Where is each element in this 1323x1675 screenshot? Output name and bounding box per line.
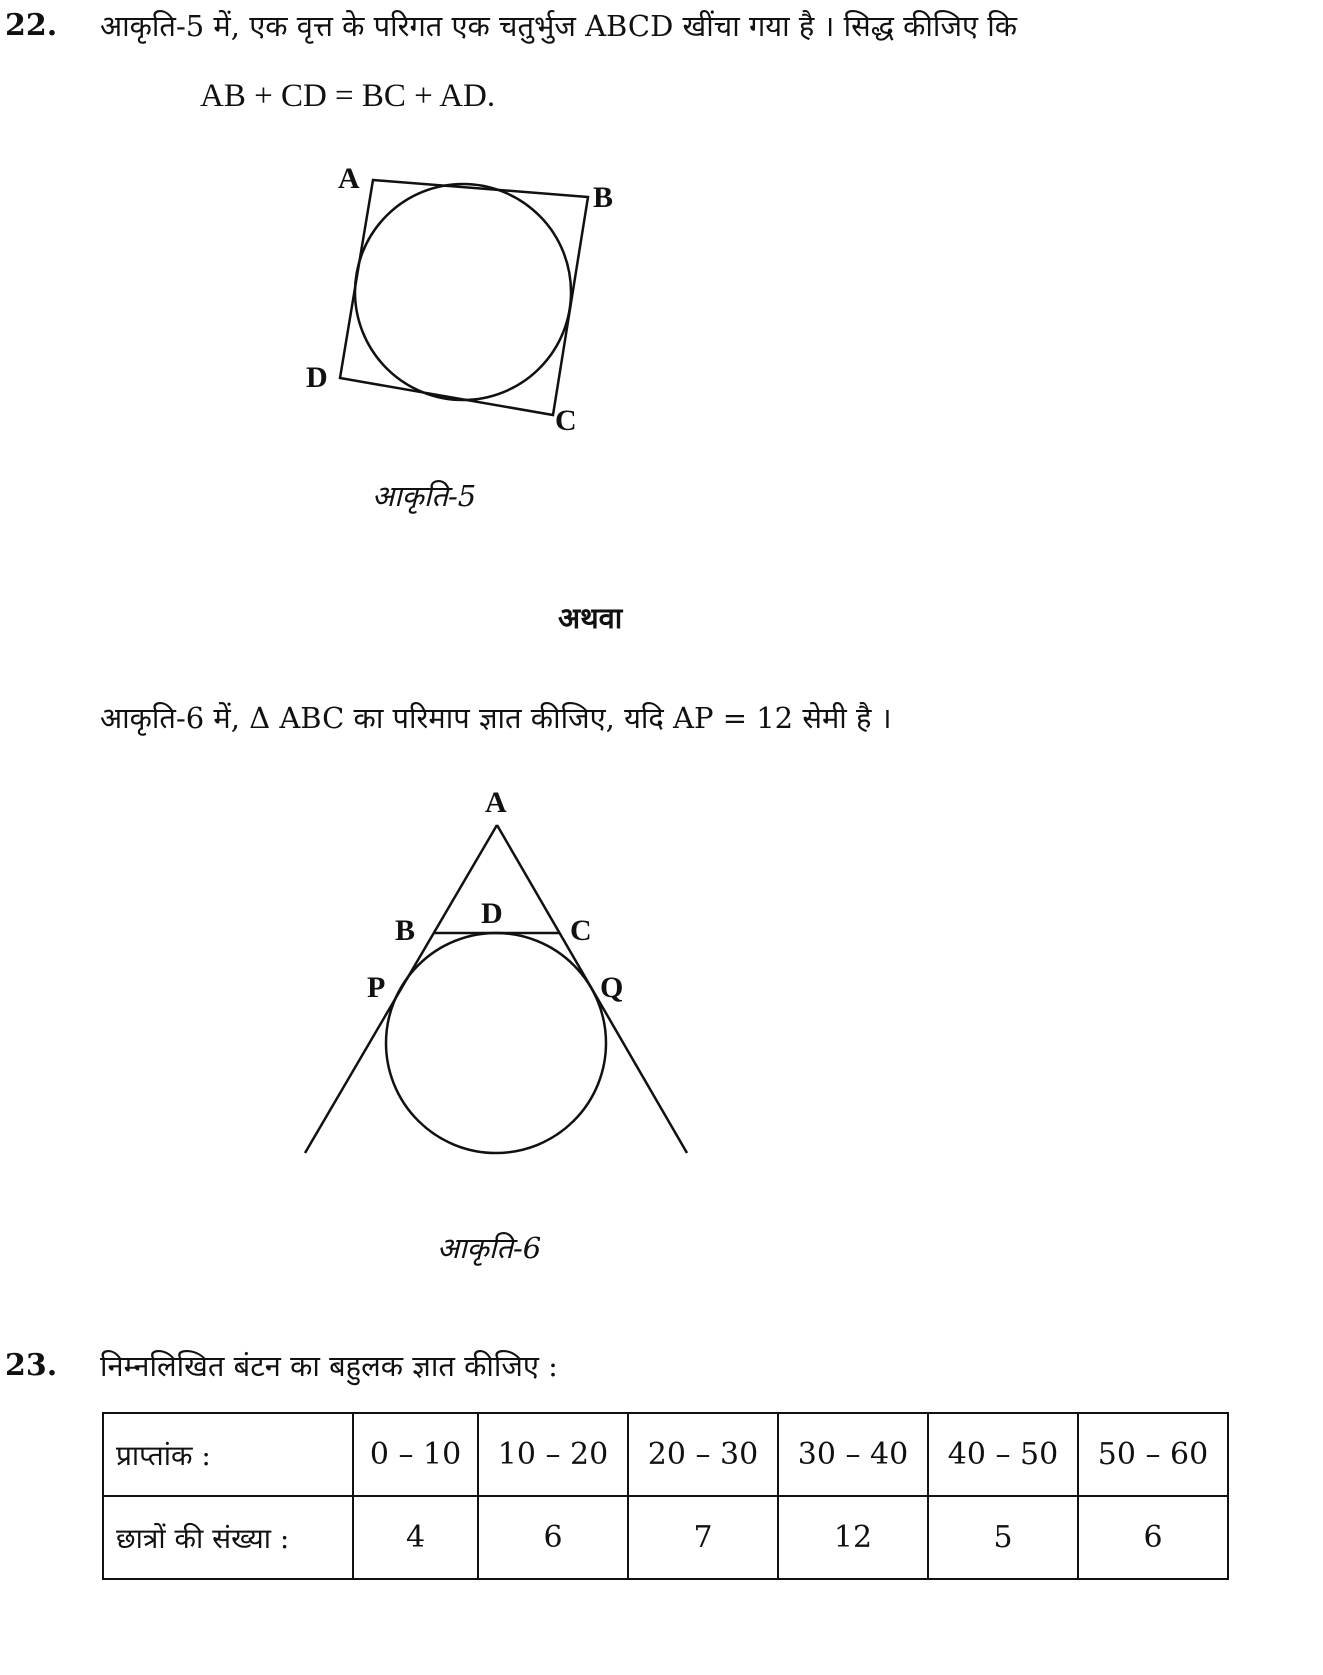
table-cell: 12 <box>778 1496 928 1579</box>
row-label-marks: प्राप्तांक : <box>103 1413 353 1496</box>
question-22-number: 22. <box>5 8 58 43</box>
row-label-students: छात्रों की संख्या : <box>103 1496 353 1579</box>
question-22-alternative-text: आकृति-6 में, Δ ABC का परिमाप ज्ञात कीजिए, यदि AP = 12 सेमी है । <box>100 701 892 735</box>
figure-5-label-d: D <box>306 361 328 394</box>
inscribed-circle <box>355 184 571 400</box>
table-cell: 20 – 30 <box>628 1413 778 1496</box>
table-cell: 0 – 10 <box>353 1413 478 1496</box>
or-heading: अथवा <box>558 601 623 635</box>
table-cell: 30 – 40 <box>778 1413 928 1496</box>
figure-6-label-p: P <box>367 971 386 1004</box>
table-cell: 7 <box>628 1496 778 1579</box>
figure-6-caption: आकृति-6 <box>437 1231 542 1265</box>
figure-6-diagram <box>0 780 1323 1180</box>
figure-5-caption: आकृति-5 <box>372 479 477 513</box>
figure-5-diagram <box>0 0 1323 530</box>
table-cell: 4 <box>353 1496 478 1579</box>
table-cell: 50 – 60 <box>1078 1413 1228 1496</box>
quadrilateral-abcd <box>340 180 588 415</box>
figure-5-label-c: C <box>555 404 577 437</box>
figure-5-label-a: A <box>338 162 360 195</box>
table-cell: 5 <box>928 1496 1078 1579</box>
figure-6-label-d: D <box>481 897 503 930</box>
question-23-text: निम्नलिखित बंटन का बहुलक ज्ञात कीजिए : <box>100 1349 558 1383</box>
figure-6-label-a: A <box>485 786 507 819</box>
table-row <box>103 1496 1228 1579</box>
table-cell: 6 <box>1078 1496 1228 1579</box>
figure-6-label-c: C <box>570 914 592 947</box>
table-cell: 10 – 20 <box>478 1413 628 1496</box>
question-22-text: आकृति-5 में, एक वृत्त के परिगत एक चतुर्भुज ABCD खींचा गया है । सिद्ध कीजिए कि <box>100 9 1017 43</box>
question-22-equation: AB + CD = BC + AD. <box>200 78 496 114</box>
table-cell: 6 <box>478 1496 628 1579</box>
question-23-number: 23. <box>5 1348 58 1383</box>
table-cell: 40 – 50 <box>928 1413 1078 1496</box>
figure-6-label-b: B <box>395 914 416 947</box>
frequency-distribution-table <box>102 1412 1229 1580</box>
figure-5-label-b: B <box>593 181 614 214</box>
circle <box>386 933 606 1153</box>
figure-6-label-q: Q <box>600 971 624 1004</box>
table-row <box>103 1413 1228 1496</box>
